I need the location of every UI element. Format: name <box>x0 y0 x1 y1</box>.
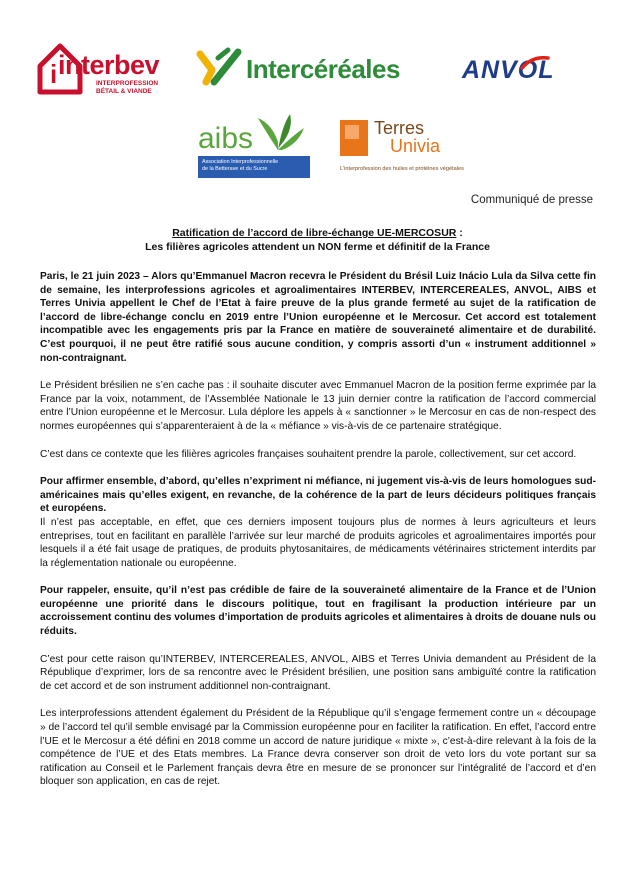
document-body <box>40 270 596 803</box>
interbev-name: interbev <box>58 50 160 80</box>
paragraph-demand: C’est pour cette raison qu’INTERBEV, INTERCEREALES, ANVOL, AIBS et Terres Univia demandent au Président de la République d’exprimer, lors de sa rencontre avec le Président brésilien, une position sans ambiguïté contre la ratification de cet accord et de son instrument additionnel non-contraignant. <box>40 653 596 692</box>
anvol-logo <box>462 56 582 88</box>
paragraph-sovereignty: Pour rappeler, ensuite, qu’il n’est pas crédible de faire de la souveraineté alimentaire de la France et de l’Union européenne une priorité dans le discours politique, tout en fragilisant la production intérieure par un accroissement continu des volumes d’importation de produits agricoles et alimentaires à droits de douane nuls ou réduits. <box>40 585 596 638</box>
terres-univia-line2: Univia <box>390 136 441 156</box>
interbev-subtitle-2: BÉTAIL & VIANDE <box>96 88 152 95</box>
aibs-name: aibs <box>198 122 254 155</box>
paragraph-norms: Il n’est pas acceptable, en effet, que ces derniers imposent toujours plus de normes à leurs agriculteurs et leurs entreprises, tout en facilitant en parallèle l’arrivée sur leur marché de produits agricoles et agroalimentaires importés pour lesquels il a été fait usage de pratiques, de produits phytosanitaires, de médicaments vétérinaires strictement interdits par la réglementation nationale ou européenne. <box>40 516 596 569</box>
aibs-banner <box>198 156 310 178</box>
title-line-1 <box>40 226 595 240</box>
logos-row-bottom <box>0 112 635 182</box>
title-line-1-suffix: : <box>456 227 463 239</box>
logos-row-top <box>0 40 635 100</box>
paragraph-intro: Paris, le 21 juin 2023 – Alors qu’Emmanuel Macron recevra le Président du Brésil Luiz Inácio Lula da Silva cette fin de semaine, les interprofessions agricoles et agroalimentaires INTERBEV, INTERCEREALES, ANVOL, AIBS et Terres Univia appellent le Chef de l’Etat à faire preuve de la plus grande fermeté au sujet de la ratification de l’accord de libre-échange conclu en 2019 entre l’Union européenne et le Mercosur. Cet accord est totalement incompatible avec les engagements pris par la France en matière de souveraineté alimentaire et de durabilité. C’est pourquoi, il ne peut être ratifié sous aucune condition, y compris assorti d’un « instrument additionnel » non-contraignant. <box>40 271 596 364</box>
terres-univia-subtitle: L'interprofession des huiles et protéines végétales <box>340 166 464 172</box>
title-line-2: Les filières agricoles attendent un NON ferme et définitif de la France <box>145 241 490 253</box>
terres-univia-logo <box>340 118 490 178</box>
aibs-logo <box>198 112 310 180</box>
svg-text:i: i <box>50 59 58 89</box>
intercereales-name: Intercéréales <box>246 54 400 84</box>
aibs-subtitle-2: de la Betterave et du Sucre <box>202 166 268 172</box>
intercereales-chevron-icon <box>196 46 244 90</box>
terres-univia-square-icon <box>340 120 370 158</box>
title-line-1-text: Ratification de l’accord de libre-échange UE-MERCOSUR <box>172 227 457 239</box>
interbev-subtitle-1: INTERPROFESSION <box>96 80 159 87</box>
document-title <box>40 226 595 254</box>
paragraph-context: C’est dans ce contexte que les filières agricoles françaises souhaitent prendre la parole, collectivement, sur cet accord. <box>40 448 577 460</box>
press-release-label: Communiqué de presse <box>470 194 593 206</box>
paragraph-lula: Le Président brésilien ne s’en cache pas : il souhaite discuter avec Emmanuel Macron de la position ferme exprimée par la France par la voix, notamment, de l’Assemblée Nationale le 13 juin dernier contre la ratification de l’accord commercial entre l’Union européenne et le Mercosur. Lula déplore les appels à « sanctionner » le Mercosur en cas de non-respect des normes européennes qui s’apparenteraient à de la « méfiance » vis-à-vis de ce partenaire stratégique. <box>40 380 596 432</box>
intercereales-logo <box>196 46 426 94</box>
terres-univia-line1: Terres <box>374 118 425 138</box>
interbev-logo <box>36 40 176 98</box>
paragraph-affirm: Pour affirmer ensemble, d’abord, qu’elles n’expriment ni méfiance, ni jugement vis-à-vis de leurs homologues sud-américaines mais qu’elles exigent, en revanche, de la cohérence de la part de leurs décideurs politiques français et européens. <box>40 476 596 515</box>
aibs-subtitle-1: Association Interprofessionnelle <box>202 159 279 165</box>
beet-plant-icon <box>248 112 308 152</box>
anvol-name: ANVOL <box>462 56 555 84</box>
paragraph-veto: Les interprofessions attendent également du Président de la République qu’il s’engage fermement contre un « découpage » de l’accord tel qu’il semble envisagé par la Commission européenne pour en faciliter la ratification. En effet, l’accord entre l’UE et le Mercosur a été défini en 2018 comme un accord de nature juridique « mixte », c’est-à-dire relevant à la fois de la compétence de l’UE et des Etats membres. La France devra conserver son droit de veto lors du vote portant sur sa ratification au Conseil et le Parlement français devra être en mesure de se prononcer sur l’intégralité de l’accord et d’en bloquer son application, en cas de rejet. <box>40 708 596 788</box>
anvol-wing-icon <box>520 56 550 70</box>
